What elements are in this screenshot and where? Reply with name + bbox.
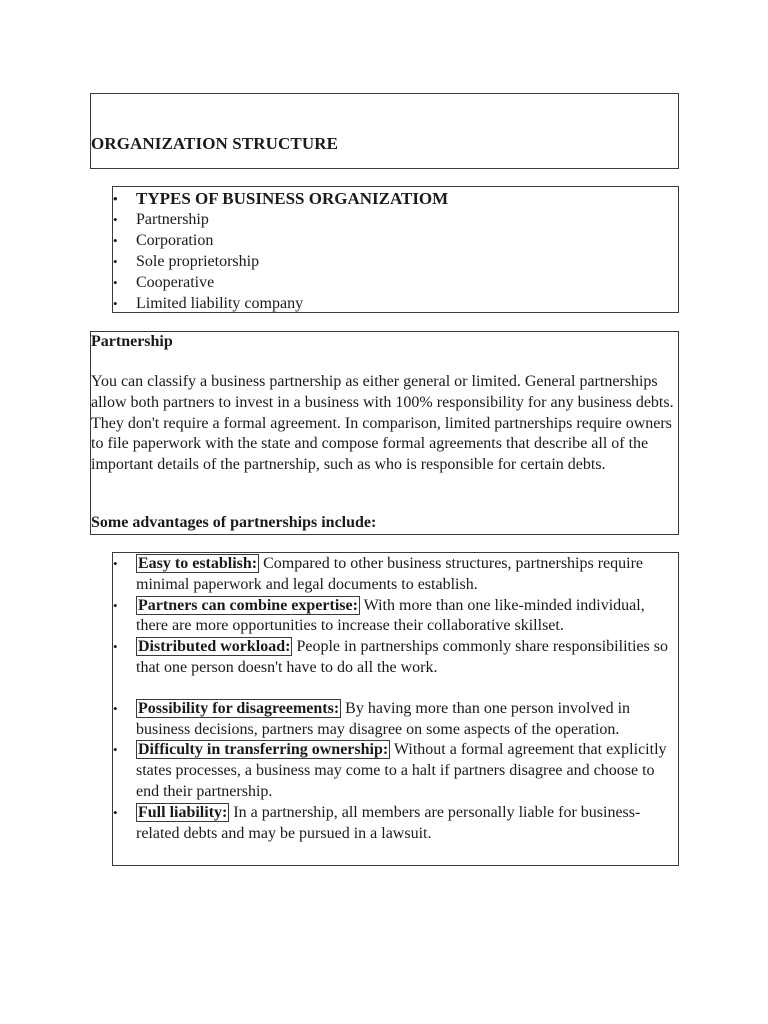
point-text: With more than one like-minded individual, there are more opportunities to increase their collaborative skillset. — [136, 596, 645, 635]
point-term: Difficulty in transferring ownership: — [138, 741, 389, 759]
title-box — [90, 93, 679, 169]
list-item — [113, 554, 679, 596]
list-item: • Cooperative — [113, 272, 448, 293]
types-list — [113, 188, 448, 314]
point-text: In a partnership, all members are personally liable for business-related debts and may be pursued in a lawsuit. — [136, 803, 641, 842]
partnership-paragraph: You can classify a business partnership as either general or limited. General partnerships allow both partners to invest in a business with 100% responsibility for any business debts. They don't require a formal agreement. In comparison, limited partnerships require owners to file paperwork with the state and compose formal agreements that describe all of the important details of the partnership, such as who is responsible for certain debts. — [91, 373, 674, 474]
point-term: Possibility for disagreements: — [138, 699, 340, 717]
page-title: ORGANIZATION STRUCTURE — [91, 134, 339, 153]
list-item: • Limited liability company — [113, 293, 448, 314]
list-item — [113, 740, 679, 802]
advantages-list — [113, 554, 679, 844]
types-box — [112, 186, 679, 313]
list-item: • Corporation — [113, 230, 448, 251]
list-item: • Sole proprietorship — [113, 251, 448, 272]
advantages-box — [112, 552, 679, 866]
point-term: Partners can combine expertise: — [138, 596, 358, 614]
point-term: Full liability: — [138, 803, 228, 821]
list-item: • Partnership — [113, 209, 448, 230]
list-item — [113, 596, 679, 638]
partnership-heading: Partnership — [91, 333, 173, 350]
point-term: Easy to establish: — [138, 555, 258, 572]
list-item — [113, 803, 679, 845]
point-text: By having more than one person involved in business decisions, partners may disagree on some aspects of the operation. — [136, 699, 631, 738]
types-heading: • TYPES OF BUSINESS ORGANIZATIOM — [113, 188, 448, 209]
list-item — [113, 637, 679, 679]
point-text: People in partnerships commonly share responsibilities so that one person doesn't have to do all the work. — [136, 638, 668, 676]
point-text: Compared to other business structures, partnerships require minimal paperwork and legal documents to establish. — [136, 555, 644, 593]
advantages-heading: Some advantages of partnerships include: — [91, 514, 377, 531]
point-term: Distributed workload: — [138, 638, 291, 656]
partnership-box — [90, 331, 679, 535]
list-item — [113, 699, 679, 741]
point-text: Without a formal agreement that explicitly states processes, a business may come to a halt if partners disagree and choose to end their partnership. — [136, 741, 667, 800]
